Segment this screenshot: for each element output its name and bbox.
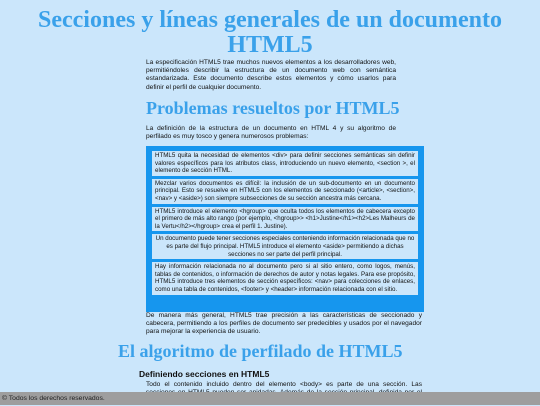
list-item: Un documento puede tener secciones especiales conteniendo información relacionada que no es parte del flujo principal. HTML5 introduce el elemento <aside> permitiendo a dichas secciones no ser parte del perfil principal. (152, 234, 418, 259)
list-item: HTML5 introduce el elemento <hgroup> que oculta todos los elementos de cabecera excepto el primero de más alto rango (por ejemplo, <hgroup>> <h1>Justine</h1><h2>Les Malheurs de la Vertu</h2></hgroup> crea el perfil 1. Justine). (152, 207, 418, 232)
intro-paragraph: La especificación HTML5 trae muchos nuevos elementos a los desarrolladores web, permitiéndoles describir la estructura de un documento web con semántica estandarizada. Este documento describe estos elementos y cómo usarlos para definir el perfil de cualquier documento. (146, 59, 396, 91)
problems-lead-paragraph: La definición de la estructura de un documento en HTML 4 y su algoritmo de perfilado es muy tosco y genera numerosos problemas: (146, 125, 396, 141)
section-heading-problems: Problemas resueltos por HTML5 (146, 98, 400, 118)
section-heading-algorithm: El algoritmo de perfilado de HTML5 (118, 341, 403, 361)
problems-list (146, 146, 424, 312)
subsection-heading: Definiendo secciones en HTML5 (139, 369, 270, 379)
site-footer: © Todos los derechos reservados. (0, 392, 540, 405)
page-title: Secciones y líneas generales de un documento HTML5 (38, 7, 502, 58)
list-item: Mezclar varios documentos es difícil: la inclusión de un sub-documento en un documento principal. Esto se resuelve en HTML5 con los elementos de seccionado (<article>, <section>, <nav> y <aside>) son siempre subsecciones de su sección ancestra más cercana. (152, 179, 418, 204)
algorithm-paragraph: Todo el contenido incluido dentro del elemento <body> es parte de una sección. Las (146, 381, 422, 388)
list-item: Hay información relacionada no al documento pero si al sitio entero, como logos, menús, tablas de contenidos, o información de derechos de autor y notas legales. Para ese propósito, HTML5 introduce tres elementos de sección específicos: <nav> para colecciones de enlaces, como una tabla de contenidos, <footer> y <header> información relacionada con el sitio. (152, 262, 418, 294)
problems-closing-paragraph: De manera más general, HTML5 trae precisión a las características de seccionado y cabecera, permitiendo a los perfiles de documento ser predecibles y usados por el navegador para mejorar la experiencia de usuario. (146, 312, 422, 336)
list-item: HTML5 quita la necesidad de elementos <div> para definir secciones semánticas sin definir valores específicos para los atributos class, introduciendo un nuevo elemento, <section >, el elemento de sección HTML. (152, 151, 418, 176)
